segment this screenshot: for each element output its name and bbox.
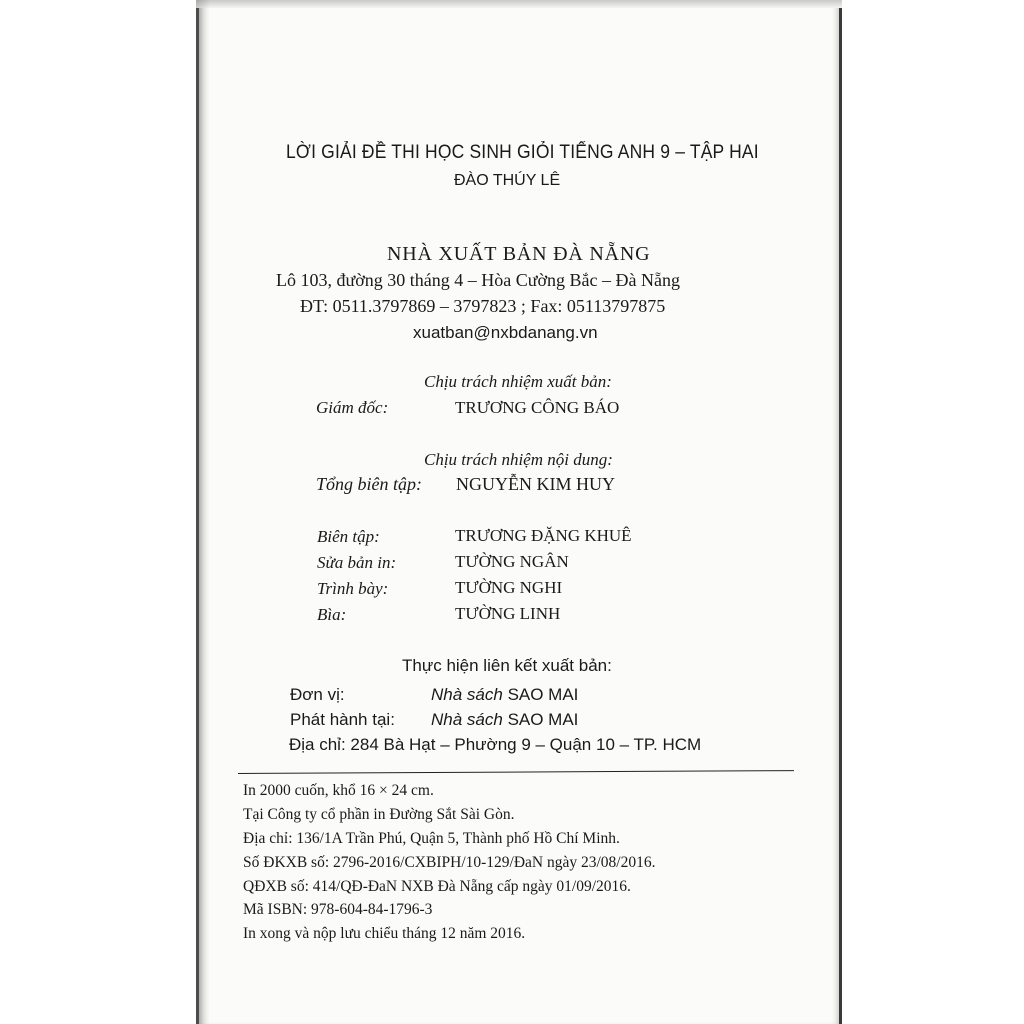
partner-distributor-value bbox=[431, 710, 578, 730]
partner-distributor-label: Phát hành tại: bbox=[290, 710, 395, 729]
colophon-line-printer: Tại Công ty cổ phần in Đường Sắt Sài Gòn. bbox=[243, 806, 515, 823]
colophon-line-print-run: In 2000 cuốn, khổ 16 × 24 cm. bbox=[243, 782, 434, 799]
colophon-line-registration: Số ĐKXB số: 2796-2016/CXBIPH/10-129/ĐaN ngày 23/08/2016. bbox=[243, 854, 656, 871]
partner-unit-name: SAO MAI bbox=[507, 685, 579, 704]
colophon-line-decision: QĐXB số: 414/QĐ-ĐaN NXB Đà Nẵng cấp ngày 01/09/2016. bbox=[243, 878, 631, 895]
director-name: TRƯƠNG CÔNG BÁO bbox=[455, 398, 620, 417]
spine-shadow bbox=[196, 0, 210, 1024]
publisher-email: xuatban@nxbdanang.vn bbox=[413, 323, 598, 342]
publisher-name: NHÀ XUẤT BẢN ĐÀ NẴNG bbox=[387, 243, 651, 265]
colophon-line-isbn: Mã ISBN: 978-604-84-1796-3 bbox=[243, 901, 433, 918]
book-title: LỜI GIẢI ĐỀ THI HỌC SINH GIỎI TIẾNG ANH 9 – TẬP HAI bbox=[286, 142, 759, 163]
staff-name-cover: TƯỜNG LINH bbox=[455, 604, 561, 623]
partner-unit-label: Đơn vị: bbox=[290, 685, 345, 704]
chief-editor-label: Tổng biên tập: bbox=[316, 474, 422, 494]
staff-label-cover: Bìa: bbox=[317, 605, 347, 624]
staff-label-editor: Biên tập: bbox=[317, 527, 380, 546]
staff-name-editor: TRƯƠNG ĐẶNG KHUÊ bbox=[455, 526, 632, 545]
partner-unit-value bbox=[431, 685, 578, 705]
staff-name-proofreader: TƯỜNG NGÂN bbox=[455, 552, 569, 571]
publisher-phone: ĐT: 0511.3797869 – 3797823 ; Fax: 05113797875 bbox=[300, 296, 666, 316]
publisher-address: Lô 103, đường 30 tháng 4 – Hòa Cường Bắc – Đà Nẵng bbox=[276, 270, 680, 290]
partner-heading: Thực hiện liên kết xuất bản: bbox=[402, 656, 612, 675]
page-top-edge bbox=[196, 0, 842, 8]
staff-name-layout: TƯỜNG NGHI bbox=[455, 578, 563, 597]
partner-distributor-prefix: Nhà sách bbox=[431, 710, 503, 729]
chief-editor-name: NGUYỄN KIM HUY bbox=[456, 474, 615, 494]
book-author: ĐÀO THÚY LÊ bbox=[454, 172, 561, 189]
colophon-line-printer-address: Địa chỉ: 136/1A Trần Phú, Quận 5, Thành phố Hồ Chí Minh. bbox=[243, 830, 620, 847]
partner-distributor-name: SAO MAI bbox=[507, 710, 579, 729]
partner-unit-prefix: Nhà sách bbox=[431, 685, 503, 704]
staff-label-layout: Trình bày: bbox=[317, 579, 389, 598]
director-label: Giám đốc: bbox=[316, 398, 389, 417]
content-responsibility-heading: Chịu trách nhiệm nội dung: bbox=[424, 450, 613, 469]
partner-address: Địa chỉ: 284 Bà Hạt – Phường 9 – Quận 10 – TP. HCM bbox=[289, 735, 702, 754]
publishing-responsibility-heading: Chịu trách nhiệm xuất bản: bbox=[424, 372, 612, 391]
colophon-line-completion: In xong và nộp lưu chiểu tháng 12 năm 2016. bbox=[243, 925, 526, 942]
staff-label-proofreader: Sửa bản in: bbox=[317, 553, 397, 572]
